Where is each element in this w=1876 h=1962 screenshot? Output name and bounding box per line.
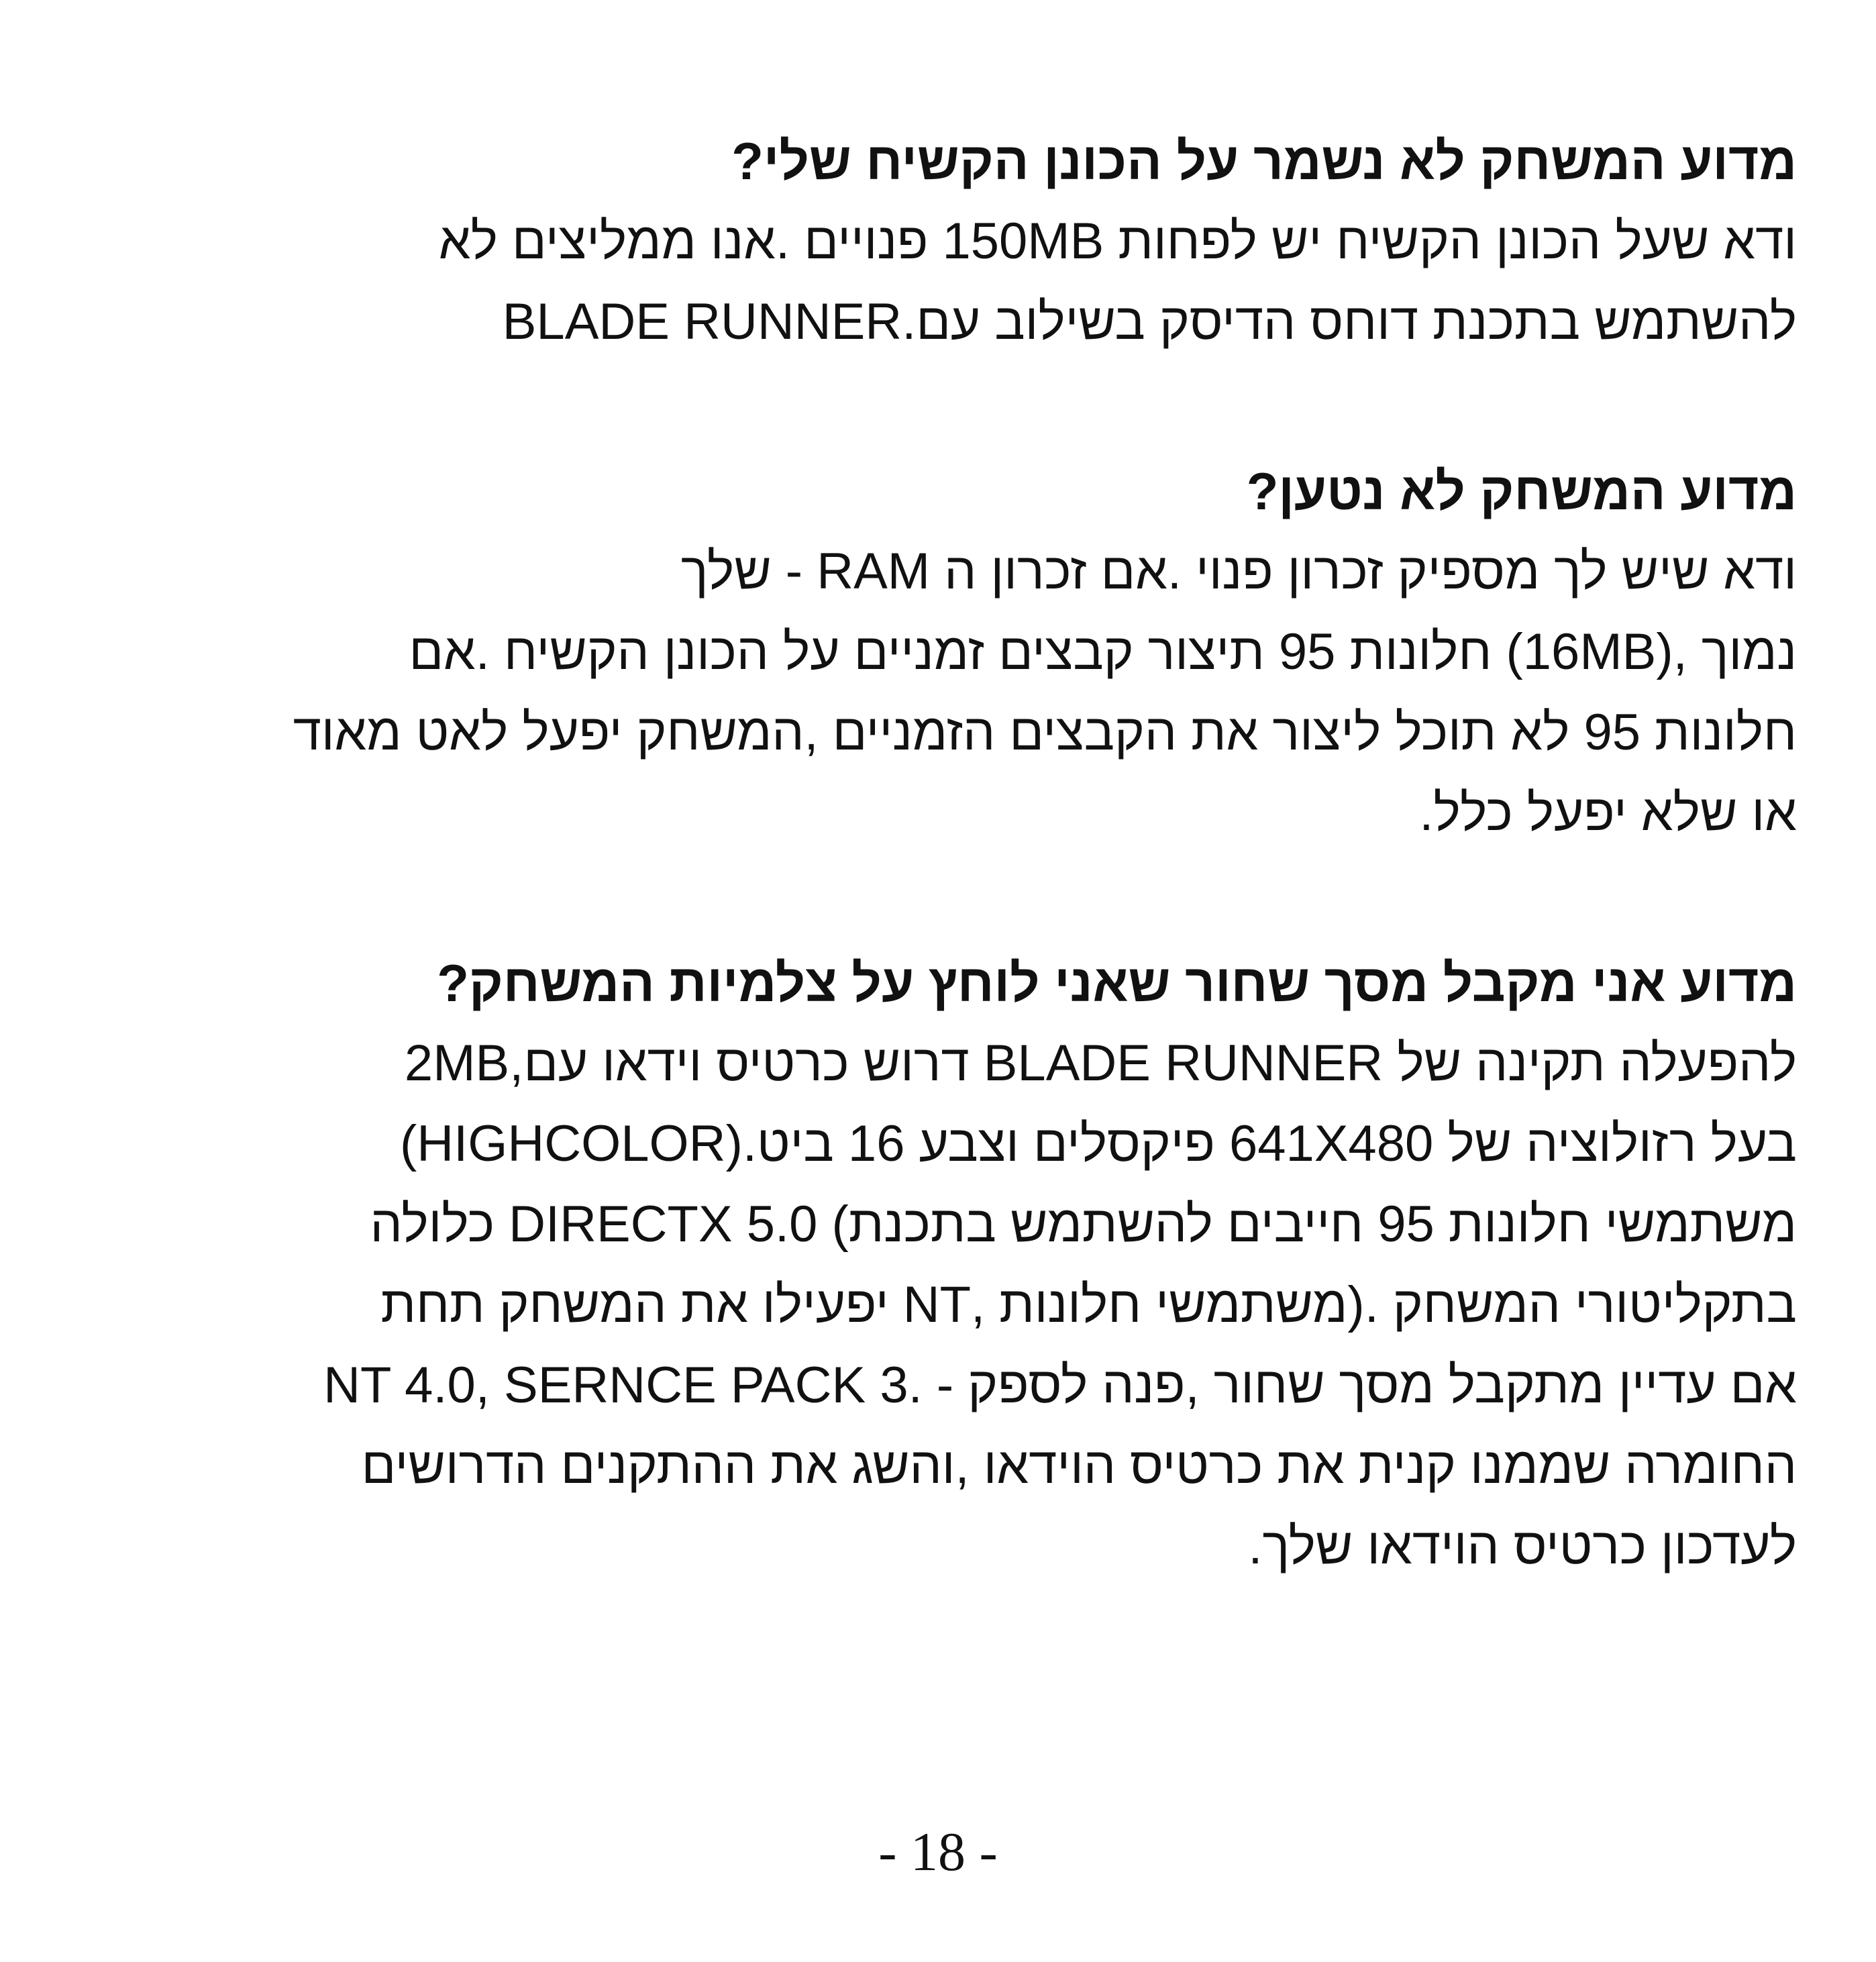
faq-answer-line: בתקליטורי המשחק .(משתמשי חלונות ,NT יפעילו את המשחק תחת (380, 1276, 1797, 1333)
faq-section-load (66, 451, 1797, 854)
faq-answer-line: החומרה שממנו קנית את כרטיס הוידאו ,והשג את ההתקנים הדרושים (361, 1437, 1797, 1494)
faq-answer-line: להשתמש בתכנת דוחס הדיסק בשילוב עם.BLADE RUNNER (502, 293, 1797, 350)
faq-answer-line: להפעלה תקינה של BLADE RUNNER דרוש כרטיס וידאו עם,2MB (404, 1035, 1797, 1092)
faq-answer-line: משתמשי חלונות 95 חייבים להשתמש בתכנת) DIRECTX 5.0 כלולה (370, 1196, 1797, 1253)
faq-answer-line: NT 4.0, SERNCE PACK 3. - אם עדיין מתקבל מסך שחור ,פנה לספק (323, 1357, 1797, 1414)
page-number: - 18 - (878, 1821, 998, 1882)
faq-answer-line: לעדכון כרטיס הוידאו שלך. (1248, 1518, 1797, 1575)
faq-question-black-screen: מדוע אני מקבל מסך שחור שאני לוחץ על צלמיות המשחק? (437, 953, 1797, 1013)
faq-answer-line: ודא שיש לך מספיק זכרון פנוי .אם זכרון ה RAM - שלך (680, 543, 1797, 600)
faq-section-save (66, 121, 1797, 362)
faq-answer-line: ודא שעל הכונן הקשיח יש לפחות 150MB פנויים .אנו ממליצים לא (438, 213, 1797, 270)
faq-answer-line: או שלא יפעל כלל. (1419, 784, 1797, 841)
faq-question-save: מדוע המשחק לא נשמר על הכונן הקשיח שלי? (731, 132, 1797, 191)
faq-answer-line: נמוך ,(16MB) חלונות 95 תיצור קבצים זמניים על הכונן הקשיח .אם (409, 623, 1797, 680)
faq-answer-line: בעל רזולוציה של 641X480 פיקסלים וצבע 16 ביט.(HIGHCOLOR) (399, 1115, 1797, 1172)
faq-question-load: מדוע המשחק לא נטען? (1246, 462, 1797, 521)
faq-answer-line: חלונות 95 לא תוכל ליצור את הקבצים הזמניים ,המשחק יפעל לאט מאוד (293, 704, 1797, 761)
faq-section-black-screen (66, 943, 1797, 1587)
